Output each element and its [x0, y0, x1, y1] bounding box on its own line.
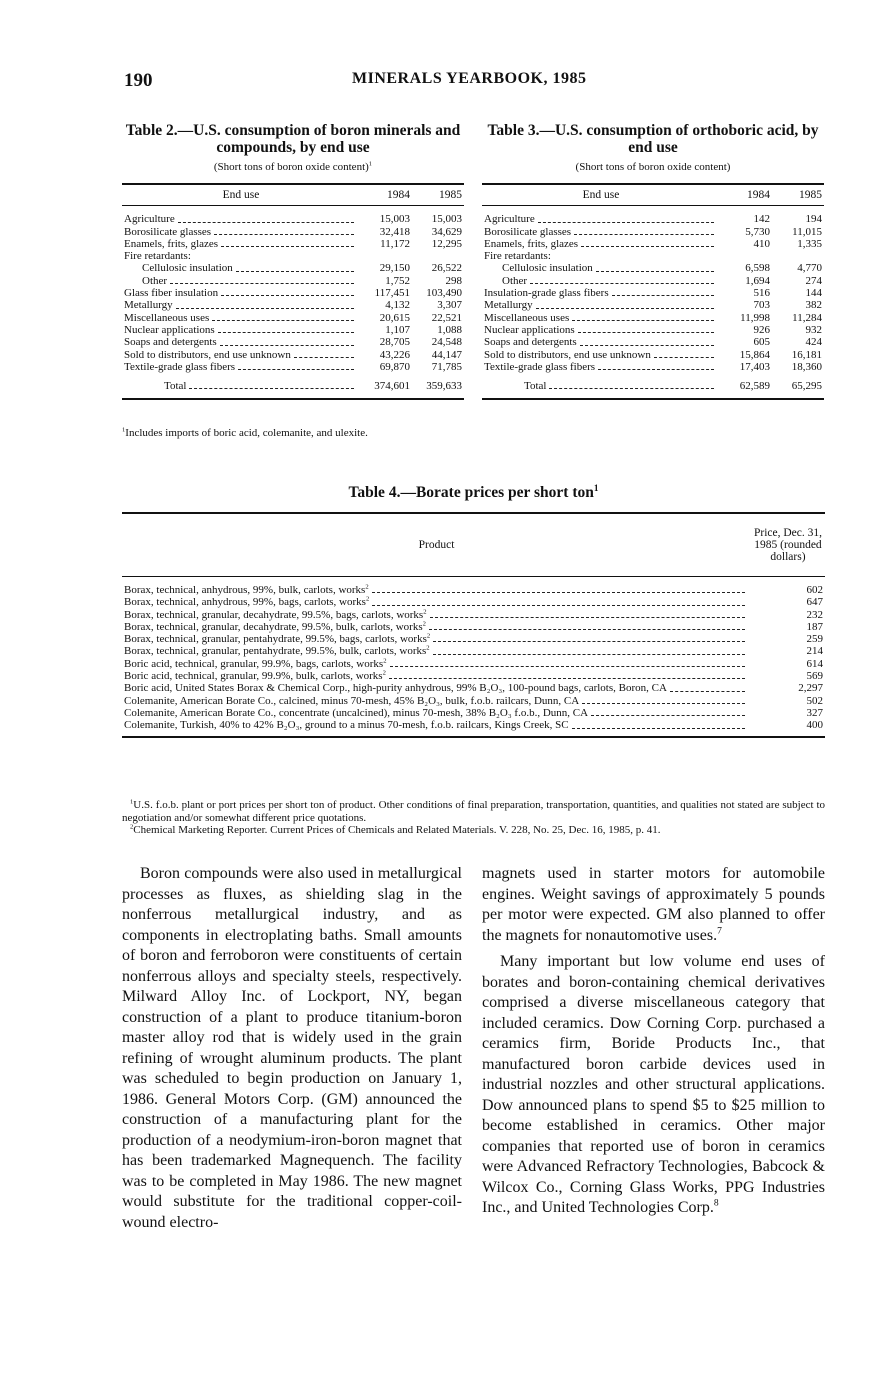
table-2-title: Table 2.—U.S. consumption of boron minerals and compounds, by end use	[125, 122, 461, 156]
table-row	[482, 349, 824, 361]
cell-1985: 194	[805, 213, 822, 226]
cell-1985	[412, 250, 464, 262]
total-label: Total	[524, 380, 547, 393]
table-row	[122, 299, 464, 311]
cell-1984	[720, 250, 772, 262]
row-label: Miscellaneous uses	[484, 311, 570, 324]
product-label: Borax, technical, granular, pentahydrate, 99.5%, bulk, carlots, works$^2$	[124, 644, 430, 658]
total-label: Total	[164, 380, 187, 393]
cell-1985: 26,522	[431, 262, 462, 275]
table-row	[482, 336, 824, 348]
cell-1984: 17,403	[739, 360, 770, 373]
cell-1985: 22,521	[431, 311, 462, 324]
table-3-grid	[482, 183, 824, 400]
row-label: Sold to distributors, end use unknown	[124, 348, 291, 361]
product-label: Borax, technical, granular, decahydrate, 99.5%, bags, carlots, works$^2$	[124, 607, 427, 621]
cell-1985: 1,335	[797, 237, 822, 250]
table-row	[122, 226, 464, 238]
table-4-title: Table 4.—Borate prices per short ton$^1$	[348, 483, 599, 501]
table-4-body	[122, 577, 825, 737]
cell-1984: 926	[753, 323, 770, 336]
table-4-footnotes	[122, 799, 825, 837]
price-cell: 2,297	[798, 682, 823, 695]
table-row	[482, 287, 824, 299]
row-label: Other	[502, 274, 528, 287]
table-row	[122, 312, 464, 324]
table-2-subtitle: (Short tons of boron oxide content)$^1$	[213, 160, 373, 173]
cell-1985: 932	[805, 323, 822, 336]
cell-1985: 18,360	[791, 360, 822, 373]
price-cell: 602	[806, 584, 823, 596]
table-row	[482, 312, 824, 324]
cell-1985	[772, 250, 824, 262]
page-number: 190	[124, 70, 153, 91]
cell-1984: 605	[753, 336, 770, 349]
cell-1985: 1,088	[437, 323, 462, 336]
running-title: MINERALS YEARBOOK, 1985	[352, 70, 587, 87]
col-end-use: End use	[482, 184, 720, 206]
table-row	[122, 707, 825, 719]
cell-1984: 5,730	[745, 225, 770, 238]
row-label: Fire retardants:	[124, 250, 191, 263]
table-4-grid	[122, 512, 825, 738]
price-cell: 214	[806, 645, 823, 658]
cell-1985: 71,785	[431, 360, 462, 373]
table-2-body	[122, 206, 464, 400]
product-label: Borax, technical, anhydrous, 99%, bulk, carlots, works$^2$	[124, 583, 369, 596]
col-product: Product	[122, 513, 751, 577]
row-label: Nuclear applications	[124, 323, 215, 336]
table-row	[122, 633, 825, 645]
price-cell: 614	[806, 657, 823, 670]
row-label: Soaps and detergents	[484, 336, 577, 349]
table-row	[122, 695, 825, 707]
product-label: Borax, technical, granular, pentahydrate, 99.5%, bags, carlots, works$^2$	[124, 632, 431, 646]
body-left-column	[122, 864, 462, 1233]
table-row	[482, 213, 824, 225]
table-row	[122, 645, 825, 657]
price-cell: 647	[806, 596, 823, 609]
row-label: Cellulosic insulation	[142, 262, 233, 275]
product-label: Colemanite, American Borate Co., concentrate (uncalcined), minus 70-mesh, 38% B₂O₃ f.o.b., Dunn, CA	[124, 706, 589, 719]
table-row	[122, 275, 464, 287]
total-1985: 65,295	[772, 380, 824, 399]
table-3-title: Table 3.—U.S. consumption of orthoboric acid, by end use	[487, 122, 819, 156]
cell-1985: 12,295	[431, 237, 462, 250]
cell-1985: 11,284	[792, 311, 822, 324]
cell-1984: 1,107	[385, 323, 410, 336]
table-row	[122, 719, 825, 731]
row-label: Insulation-grade glass fibers	[484, 287, 609, 300]
row-label: Metallurgy	[484, 299, 533, 312]
cell-1984: 516	[753, 287, 770, 300]
table-row	[482, 262, 824, 274]
total-row	[122, 380, 464, 399]
cell-1985: 34,629	[431, 225, 462, 238]
body-paragraph: magnets used in starter motors for automobile engines. Weight savings of approximately 5 pounds per motor were expected. GM also planned to offer the magnets for nonautomotive uses.$^7$	[482, 865, 825, 944]
body-right-column	[482, 864, 825, 1219]
total-1984: 374,601	[360, 380, 412, 399]
cell-1984: 11,172	[380, 237, 410, 250]
product-label: Colemanite, Turkish, 40% to 42% B₂O₃, ground to a minus 70-mesh, f.o.b. railcars, Kings Creek, SC	[124, 719, 569, 732]
table-row	[482, 361, 824, 373]
table-4	[122, 512, 825, 738]
row-label: Other	[142, 274, 168, 287]
row-label: Metallurgy	[124, 299, 173, 312]
table-row	[482, 275, 824, 287]
table-row	[482, 299, 824, 311]
table-row	[122, 670, 825, 682]
table-row	[482, 226, 824, 238]
table-3	[482, 122, 824, 400]
row-label: Borosilicate glasses	[484, 225, 572, 238]
cell-1984	[360, 250, 412, 262]
cell-1984: 410	[753, 237, 770, 250]
table-row	[122, 682, 825, 694]
table-row	[122, 238, 464, 250]
col-1984: 1984	[720, 184, 772, 206]
table-row	[122, 609, 825, 621]
table-row	[122, 324, 464, 336]
cell-1985: 4,770	[797, 262, 822, 275]
body-paragraph: Boron compounds were also used in metallurgical processes as fluxes, as shielding slag in the nonferrous metallurgical industry, and as components in electroplating baths. Small amounts of boron and ferroboron were constituents of certain nonferrous alloys and specialty steels, respectively. Milward Alloy Inc. of Lockport, NY, began construction of a plant to produce titanium-boron master alloy rod that is widely used in the grain refining of wrought aluminum products. The plant was scheduled to begin production on January 1, 1986. General Motors Corp. (GM) announced the construction of a manufacturing plant for the production of a neodymium-iron-boron magnet that has been trademarked Magnequench. The facility was to be completed in May 1986. The new magnet would substitute for the traditional copper-coil-wound electro-	[122, 865, 462, 1231]
price-cell: 400	[806, 719, 823, 732]
cell-1984: 28,705	[379, 336, 410, 349]
price-cell: 259	[806, 633, 823, 646]
table-row	[122, 213, 464, 225]
cell-1985: 103,490	[426, 287, 462, 300]
cell-1985: 274	[805, 274, 822, 287]
cell-1984: 15,003	[379, 213, 410, 226]
table-4-footnote-1: $^1$U.S. f.o.b. plant or port prices per short ton of product. Other conditions of final preparation, transportation, quantities, and qualities not stated are subject to negotiation and/or somewhat different price quotations.	[122, 798, 825, 824]
cell-1985: 144	[805, 287, 822, 300]
col-1985: 1985	[412, 184, 464, 206]
table-row	[122, 596, 825, 608]
col-price: Price, Dec. 31, 1985 (rounded dollars)	[751, 513, 825, 577]
row-label: Cellulosic insulation	[502, 262, 593, 275]
row-label: Agriculture	[484, 213, 535, 226]
product-label: Boric acid, technical, granular, 99.9%, bags, carlots, works$^2$	[124, 657, 387, 670]
row-label: Glass fiber insulation	[124, 287, 219, 300]
total-row	[482, 380, 824, 399]
price-cell: 569	[806, 670, 823, 683]
cell-1985: 3,307	[437, 299, 462, 312]
table-row	[122, 584, 825, 596]
row-label: Enamels, frits, glazes	[124, 237, 219, 250]
body-paragraph: Many important but low volume end uses of borates and boron-containing chemical derivatives comprised a diverse miscellaneous category that included ceramics. Dow Corning Corp. purchased a ceramics firm, Boride Products Inc., that manufactured boron carbide devices used in industrial nozzles and other structural applications. Dow announced plans to spend $5 to $25 million to become established in ceramics. Other major companies that reported use of boron in ceramics were Advanced Refractory Technologies, Babcock & Wilcox Co., Corning Glass Works, PPG Industries Inc., and United Technologies Corp.$^8$	[482, 953, 825, 1216]
table-row	[482, 250, 824, 262]
row-label: Borosilicate glasses	[124, 225, 212, 238]
product-label: Borax, technical, granular, decahydrate, 99.5%, bulk, carlots, works$^2$	[124, 620, 426, 633]
row-label: Miscellaneous uses	[124, 311, 210, 324]
cell-1984: 15,864	[739, 348, 770, 361]
row-label: Enamels, frits, glazes	[484, 237, 579, 250]
total-1984: 62,589	[720, 380, 772, 399]
table-row	[122, 658, 825, 670]
col-1985: 1985	[772, 184, 824, 206]
cell-1984: 20,615	[379, 311, 410, 324]
cell-1984: 43,226	[379, 348, 410, 361]
cell-1985: 16,181	[791, 348, 822, 361]
price-cell: 502	[806, 694, 823, 707]
row-label: Nuclear applications	[484, 323, 575, 336]
table-2-footnote: $^1$Includes imports of boric acid, colemanite, and ulexite.	[122, 426, 368, 439]
table-3-subtitle: (Short tons of boron oxide content)	[575, 161, 731, 173]
row-label: Sold to distributors, end use unknown	[484, 348, 651, 361]
cell-1985: 15,003	[431, 213, 462, 226]
product-label: Borax, technical, anhydrous, 99%, bags, carlots, works$^2$	[124, 595, 370, 609]
row-label: Textile-grade glass fibers	[124, 360, 236, 373]
cell-1984: 6,598	[745, 262, 770, 275]
product-label: Boric acid, United States Borax & Chemical Corp., high-purity anhydrous, 99% B₂O₃, 100-pound bags, carlots, Boron, CA	[124, 682, 667, 695]
price-cell: 232	[806, 608, 823, 621]
table-2-grid	[122, 183, 464, 400]
row-label: Fire retardants:	[484, 250, 551, 263]
price-cell: 327	[806, 706, 823, 719]
col-1984: 1984	[360, 184, 412, 206]
cell-1985: 298	[445, 274, 462, 287]
cell-1985: 382	[805, 299, 822, 312]
cell-1985: 24,548	[431, 336, 462, 349]
row-label: Soaps and detergents	[124, 336, 217, 349]
col-end-use: End use	[122, 184, 360, 206]
cell-1984: 11,998	[740, 311, 770, 324]
table-3-body	[482, 206, 824, 400]
table-row	[122, 250, 464, 262]
cell-1984: 703	[753, 299, 770, 312]
cell-1984: 1,752	[385, 274, 410, 287]
cell-1984: 1,694	[745, 274, 770, 287]
price-cell: 187	[806, 620, 823, 633]
cell-1985: 11,015	[792, 225, 822, 238]
cell-1984: 117,451	[374, 287, 410, 300]
product-label: Boric acid, technical, granular, 99.9%, bulk, carlots, works$^2$	[124, 669, 386, 683]
table-row	[482, 324, 824, 336]
table-row	[122, 287, 464, 299]
product-label: Colemanite, American Borate Co., calcined, minus 70-mesh, 45% B₂O₃, bulk, f.o.b. railcars, Dunn, CA	[124, 694, 580, 707]
total-1985: 359,633	[412, 380, 464, 399]
cell-1984: 4,132	[385, 299, 410, 312]
table-row	[122, 349, 464, 361]
table-row	[122, 361, 464, 373]
cell-1985: 44,147	[431, 348, 462, 361]
table-4-footnote-2: $^2$Chemical Marketing Reporter. Current Prices of Chemicals and Related Materials. V. 228, No. 25, Dec. 16, 1985, p. 41.	[130, 823, 661, 836]
cell-1984: 69,870	[379, 360, 410, 373]
cell-1984: 32,418	[379, 225, 410, 238]
cell-1985: 424	[805, 336, 822, 349]
row-label: Agriculture	[124, 213, 175, 226]
table-row	[122, 262, 464, 274]
table-row	[122, 336, 464, 348]
table-row	[482, 238, 824, 250]
row-label: Textile-grade glass fibers	[484, 360, 596, 373]
table-2	[122, 122, 464, 400]
cell-1984: 29,150	[379, 262, 410, 275]
cell-1984: 142	[753, 213, 770, 226]
table-row	[122, 621, 825, 633]
